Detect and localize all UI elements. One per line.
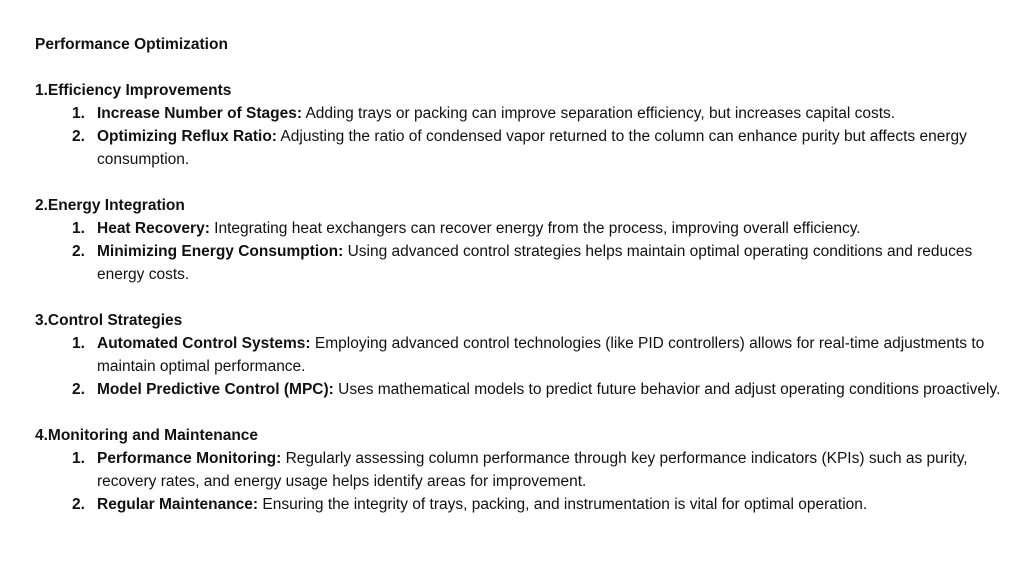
list-item (35, 447, 1005, 493)
item-text: Integrating heat exchangers can recover energy from the process, improving overall efficiency. (209, 220, 861, 237)
section-heading: 1.Efficiency Improvements (35, 82, 232, 99)
item-term: Optimizing Reflux Ratio: (97, 128, 277, 145)
item-number: 2. (72, 496, 85, 513)
item-list (35, 217, 1005, 286)
section-heading: 3.Control Strategies (35, 312, 183, 329)
item-number: 1. (72, 335, 85, 352)
item-text: Employing advanced control technologies (like PID controllers) allows for real-time adjustments to maintain optimal performance. (97, 335, 985, 375)
item-list (35, 447, 1005, 516)
page-title: Performance Optimization (35, 36, 228, 53)
section-monitoring-maintenance (35, 424, 1005, 516)
item-list (35, 332, 1005, 401)
item-number: 2. (72, 128, 85, 145)
list-item (35, 493, 1005, 516)
item-term: Regular Maintenance: (97, 496, 259, 513)
item-number: 2. (72, 243, 85, 260)
item-list (35, 102, 1005, 171)
item-number: 2. (72, 381, 85, 398)
item-term: Model Predictive Control (MPC): (97, 381, 334, 398)
section-control-strategies (35, 309, 1005, 401)
item-text: Adjusting the ratio of condensed vapor returned to the column can enhance purity but affects energy consumption. (97, 128, 967, 168)
item-text: Adding trays or packing can improve separation efficiency, but increases capital costs. (302, 105, 896, 122)
list-item (35, 240, 1005, 286)
item-text: Using advanced control strategies helps maintain optimal operating conditions and reduces energy costs. (97, 243, 973, 283)
item-term: Performance Monitoring: (97, 450, 282, 467)
item-text: Regularly assessing column performance through key performance indicators (KPIs) such as purity, recovery rates, and energy usage helps identify areas for improvement. (97, 450, 968, 490)
item-text: Uses mathematical models to predict future behavior and adjust operating conditions proactively. (333, 381, 1001, 398)
item-term: Minimizing Energy Consumption: (97, 243, 344, 260)
item-number: 1. (72, 105, 85, 122)
slide-content (35, 33, 1005, 539)
list-item (35, 217, 1005, 240)
section-heading: 2.Energy Integration (35, 197, 185, 214)
section-heading: 4.Monitoring and Maintenance (35, 427, 259, 444)
list-item (35, 332, 1005, 378)
list-item (35, 125, 1005, 171)
section-energy-integration (35, 194, 1005, 286)
item-number: 1. (72, 450, 85, 467)
section-efficiency-improvements (35, 79, 1005, 171)
item-term: Automated Control Systems: (97, 335, 311, 352)
item-text: Ensuring the integrity of trays, packing, and instrumentation is vital for optimal operation. (258, 496, 868, 513)
item-term: Heat Recovery: (97, 220, 210, 237)
item-number: 1. (72, 220, 85, 237)
list-item (35, 378, 1005, 401)
list-item (35, 102, 1005, 125)
item-term: Increase Number of Stages: (97, 105, 303, 122)
